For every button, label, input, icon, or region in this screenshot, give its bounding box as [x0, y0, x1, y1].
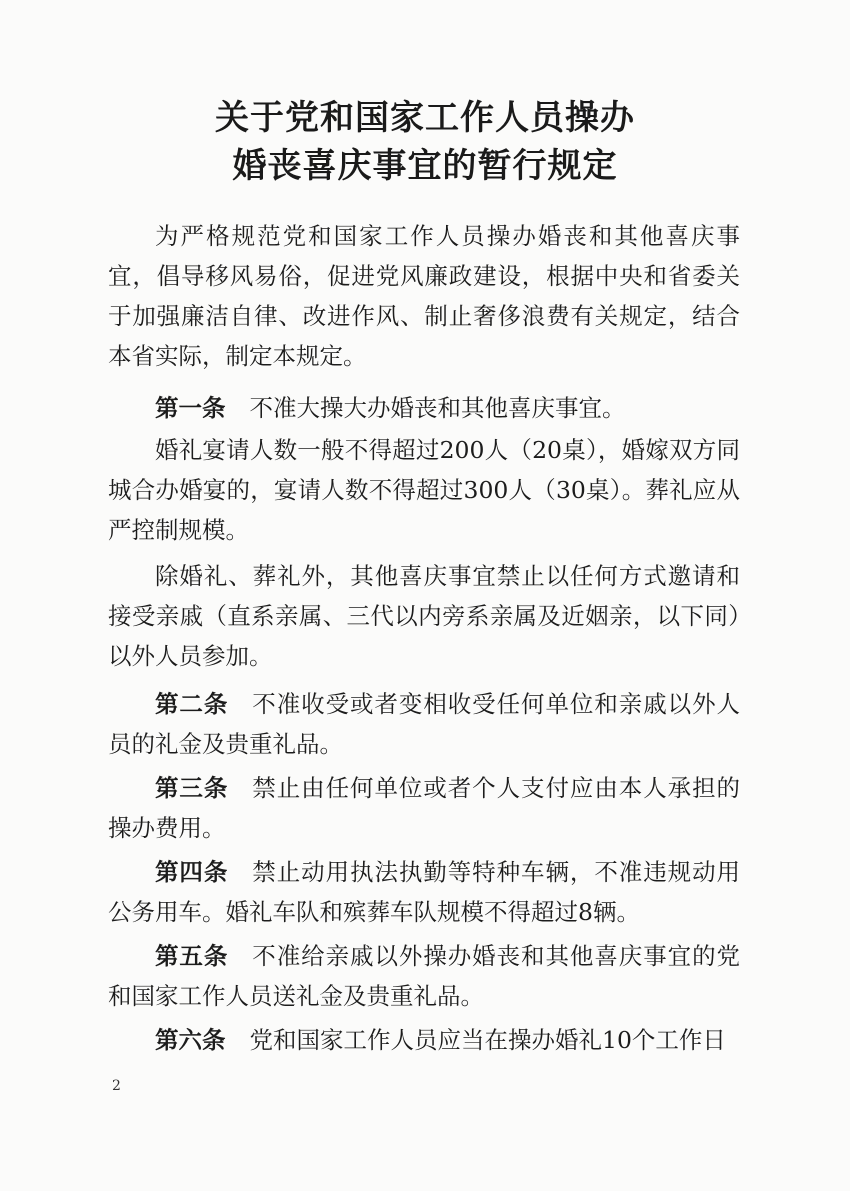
article-6-text: 党和国家工作人员应当在操办婚礼10个工作日	[249, 1026, 726, 1054]
document-title-line1: 关于党和国家工作人员操办	[215, 98, 635, 138]
article-4-label: 第四条	[155, 858, 229, 886]
article-1-label: 第一条	[155, 394, 226, 422]
article-1-paragraph-2: 婚礼宴请人数一般不得超过200人（20桌），婚嫁双方同城合办婚宴的，宴请人数不得超过300人（30桌）。葬礼应从严控制规模。	[108, 436, 740, 544]
article-3-text: 禁止由任何单位或者个人支付应由本人承担的操办费用。	[108, 774, 741, 842]
article-1-paragraph	[108, 388, 740, 428]
article-5-paragraph	[108, 936, 740, 1016]
article-6-label: 第六条	[155, 1026, 226, 1054]
page-number: 2	[112, 1078, 121, 1094]
article-5-label: 第五条	[155, 942, 229, 970]
article-1-text: 不准大操大办婚丧和其他喜庆事宜。	[249, 394, 626, 422]
article-6-paragraph	[108, 1020, 740, 1060]
preamble-paragraph: 为严格规范党和国家工作人员操办婚丧和其他喜庆事宜，倡导移风易俗，促进党风廉政建设，根据中央和省委关于加强廉洁自律、改进作风、制止奢侈浪费有关规定，结合本省实际，制定本规定。	[108, 222, 740, 370]
article-4-text: 禁止动用执法执勤等特种车辆，不准违规动用公务用车。婚礼车队和殡葬车队规模不得超过8辆。	[108, 858, 741, 926]
article-2-label: 第二条	[155, 690, 229, 718]
article-1-paragraph-3: 除婚礼、葬礼外，其他喜庆事宜禁止以任何方式邀请和接受亲戚（直系亲属、三代以内旁系亲属及近姻亲，以下同）以外人员参加。	[108, 562, 740, 670]
article-3-paragraph	[108, 768, 740, 848]
article-2-paragraph	[108, 684, 740, 764]
article-5-text: 不准给亲戚以外操办婚丧和其他喜庆事宜的党和国家工作人员送礼金及贵重礼品。	[108, 942, 741, 1010]
article-3-label: 第三条	[155, 774, 229, 802]
article-2-text: 不准收受或者变相收受任何单位和亲戚以外人员的礼金及贵重礼品。	[108, 690, 741, 758]
article-4-paragraph	[108, 852, 740, 932]
document-title-line2: 婚丧喜庆事宜的暂行规定	[232, 146, 618, 186]
